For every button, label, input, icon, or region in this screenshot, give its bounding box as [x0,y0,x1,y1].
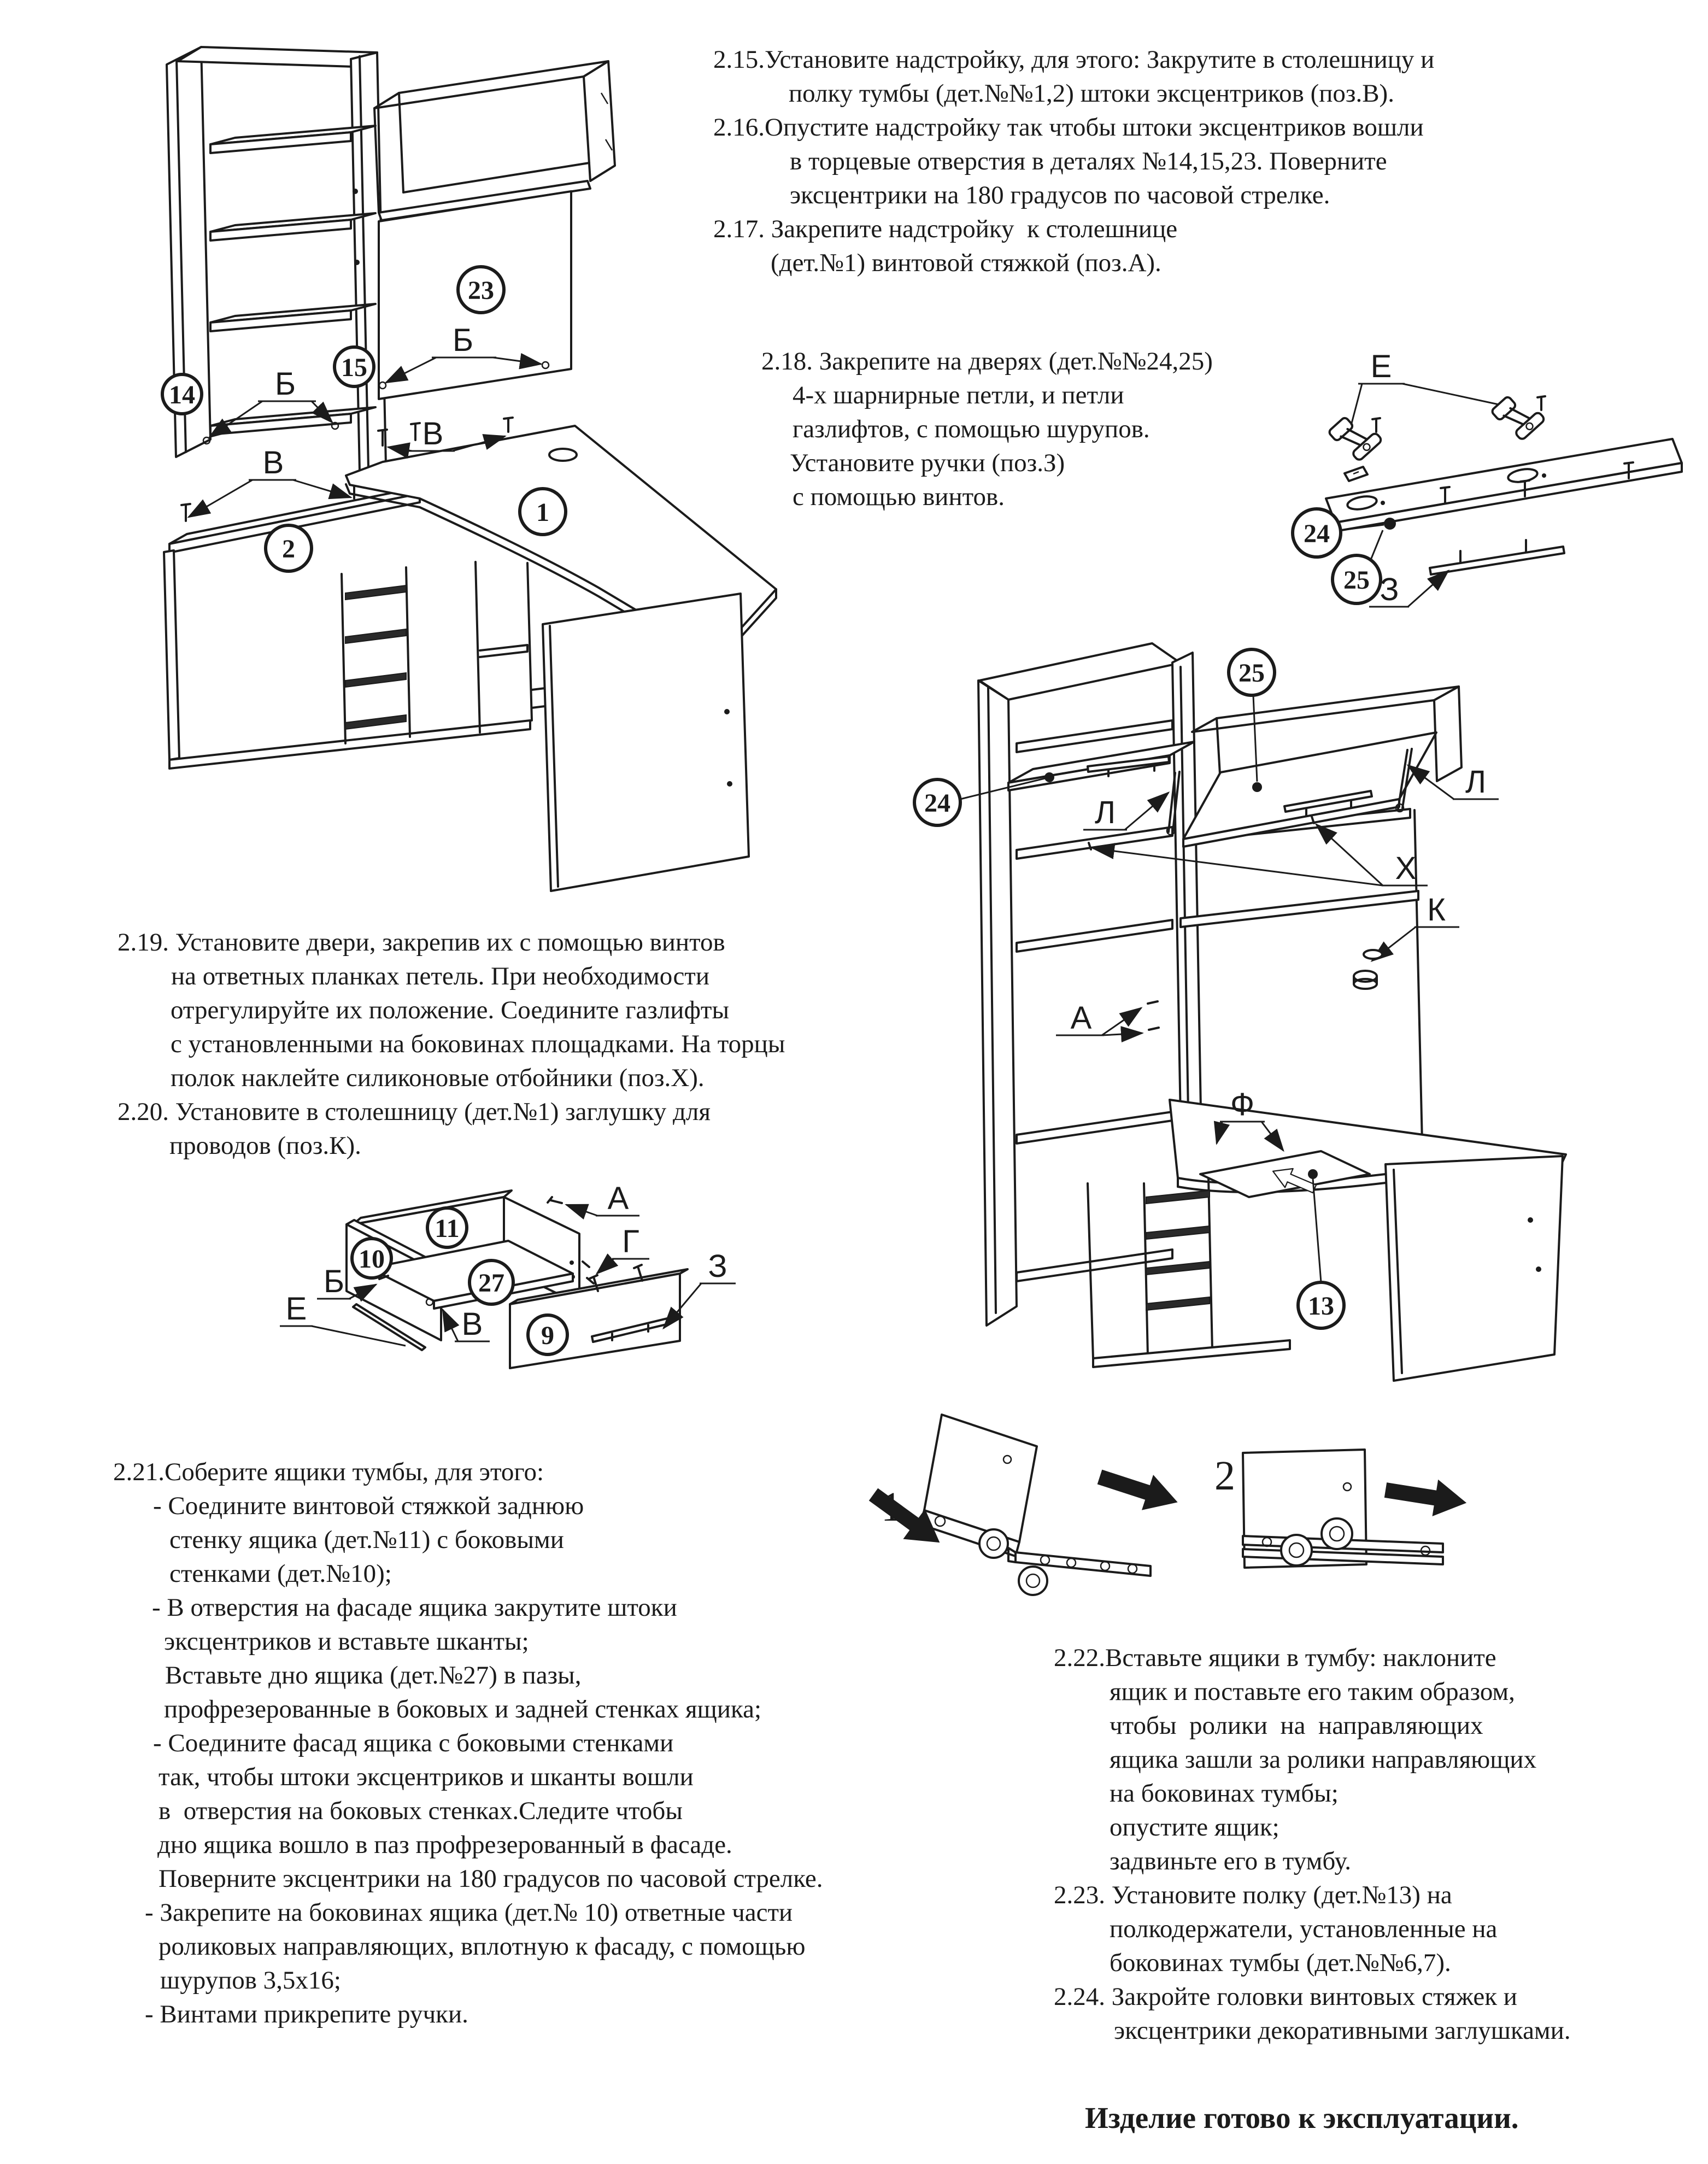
text-line: газлифтов, с помощью шурупов. [793,415,1150,443]
part-2-callout [266,525,312,571]
text-line: полок наклейте силиконовые отбойники (поз.Х). [171,1064,705,1092]
part-15-callout [334,347,374,386]
text-line: 2.19. Установите двери, закрепив их с помощью винтов [118,928,725,957]
step-2-group [1214,1450,1469,1568]
part-9-callout [528,1315,567,1354]
text-line: Поверните эксцентрики на 180 градусов по часовой стрелке. [159,1864,823,1893]
desk-diagram [98,415,825,918]
part-23-label: 23 [468,276,494,305]
text-line: 2.17. Закрепите надстройку к столешнице [713,215,1178,243]
v-right-label: В [422,416,444,451]
b-left-label: Б [274,366,296,402]
text-line: шурупов 3,5х16; [160,1966,341,1995]
text-line: ящика зашли за ролики направляющих [1110,1745,1537,1774]
drawer-assembly-diagram [262,1170,831,1443]
part-27-label: 27 [478,1269,504,1298]
text-line: - В отверстия на фасаде ящика закрутите штоки [152,1593,677,1622]
a-callout [548,1181,639,1216]
step-2-label: 2 [1214,1453,1235,1499]
z-label: З [1380,572,1399,607]
f-label: Ф [1230,1087,1255,1122]
part-24-label: 24 [924,789,950,818]
e-label: Е [1370,349,1392,384]
lower-cabinet [1093,1178,1290,1367]
cabinet-body [164,550,597,769]
x-label: Х [1395,851,1417,886]
v-label: В [461,1306,483,1342]
part-15-label: 15 [341,353,367,382]
text-line: проводов (поз.К). [169,1131,361,1160]
step-2-22-to-2-24-text [1054,1641,1571,2048]
text-line: в отверстия на боковых стенках.Следите чтобы [159,1797,683,1825]
b-label: Б [323,1264,345,1299]
text-line: чтобы ролики на направляющих [1110,1711,1483,1740]
part-10-label: 10 [359,1245,385,1274]
door-handle [1430,540,1564,574]
l-right-label: Л [1465,764,1487,800]
text-line: отрегулируйте их положение. Соедините газлифты [171,996,730,1024]
hinge-plate-small [1345,467,1367,481]
part-23-callout [458,267,504,313]
text-line: на боковинах тумбы; [1110,1779,1339,1808]
step-2-18-text [761,344,1213,514]
hutch-top-box [374,61,615,220]
part-11-label: 11 [435,1214,460,1243]
text-line: ящик и поставьте его таким образом, [1110,1678,1515,1706]
part-13-label: 13 [1308,1292,1334,1321]
text-line: стенками (дет.№10); [169,1559,392,1588]
step-2-21-text [113,1455,823,2031]
part-9-label: 9 [541,1321,554,1350]
product-ready-note: Изделие готово к эксплуатации. [1085,2101,1519,2134]
text-line: опустите ящик; [1110,1813,1279,1842]
text-line: полку тумбы (дет.№№1,2) штоки эксцентриков (поз.В). [789,79,1394,108]
door-hinge-diagram [1246,339,1708,645]
part-27-callout [469,1260,513,1304]
text-line: боковинах тумбы (дет.№№6,7). [1110,1949,1451,1977]
text-line: 4-х шарнирные петли, и петли [793,381,1124,409]
text-line: 2.23. Установите полку (дет.№13) на [1054,1881,1452,1909]
assembled-unit-diagram [907,629,1683,1405]
hutch-tall-unit [167,47,386,471]
text-line: - Соедините винтовой стяжкой заднюю [153,1492,584,1520]
text-line: задвиньте его в тумбу. [1110,1847,1352,1875]
text-line: профрезерованные в боковых и задней стенках ящика; [164,1695,762,1723]
e-label: Е [285,1291,307,1327]
hinge-right [1491,388,1546,443]
right-side-panel [1386,1156,1563,1381]
part-1-callout [520,489,566,535]
a-label: А [1070,1000,1092,1036]
part-14-callout [162,374,202,414]
b-right-label: Б [452,322,474,358]
l-left-label: Л [1094,795,1116,830]
text-line: роликовых направляющих, вплотную к фасаду, с помощью [159,1932,806,1961]
text-line: - Винтами прикрепите ручки. [145,2000,468,2028]
part-1-label: 1 [536,498,549,527]
g-label: Г [622,1224,639,1259]
slide-steps-diagram [853,1388,1574,1645]
part-13-callout [1298,1282,1344,1328]
text-line: с установленными на боковинах площадками. На торцы [171,1030,785,1058]
text-line: 2.21.Соберите ящики тумбы, для этого: [113,1458,544,1486]
text-line: дно ящика вошло в паз профрезерованный в фасаде. [157,1831,732,1859]
k-label: К [1427,892,1446,928]
text-line: стенку ящика (дет.№11) с боковыми [169,1526,564,1554]
text-line: на ответных планках петель. При необходимости [171,962,710,990]
text-line: - Соедините фасад ящика с боковыми стенками [153,1729,674,1757]
text-line: в торцевые отверстия в деталях №14,15,23. Поверните [790,147,1387,175]
l-left-callout [1083,793,1169,830]
part-14-label: 14 [169,380,195,409]
z-label: З [708,1248,727,1284]
part-10-callout [352,1239,391,1278]
part-11-callout [427,1208,467,1247]
part-2-label: 2 [282,535,295,564]
pullout-shelf-13 [1200,1151,1370,1282]
v-left-label: В [262,445,284,480]
text-line: полкодержатели, установленные на [1110,1915,1498,1943]
text-line: (дет.№1) винтовой стяжкой (поз.А). [771,249,1161,277]
step-2-19-to-2-20-text [118,925,785,1163]
text-line: с помощью винтов. [793,483,1005,511]
step-1-group [862,1415,1183,1595]
desk-right-panel [543,594,749,891]
text-line: 2.22.Вставьте ящики в тумбу: наклоните [1054,1644,1496,1672]
a-callout [1056,1000,1159,1036]
text-line: 2.18. Закрепите на дверях (дет.№№24,25) [761,347,1213,376]
k-callout [1354,892,1459,989]
door-panel [1326,439,1682,531]
part-25-label: 25 [1343,566,1370,595]
text-line: эксцентрики на 180 градусов по часовой стрелке. [790,181,1330,209]
a-label: А [607,1181,629,1216]
step-2-15-to-2-17-text [713,43,1434,280]
flip-door-25 [1183,732,1436,847]
text-line: так, чтобы штоки эксцентриков и шканты вошли [159,1763,694,1791]
text-line: эксцентрики декоративными заглушками. [1114,2016,1571,2045]
text-line: Вставьте дно ящика (дет.№27) в пазы, [165,1661,582,1690]
hinge-left [1328,408,1383,464]
text-line: 2.24. Закройте головки винтовых стяжек и [1054,1983,1517,2011]
text-line: Установите ручки (поз.З) [790,449,1065,477]
text-line: 2.20. Установите в столешницу (дет.№1) заглушку для [118,1098,711,1126]
text-line: 2.15.Установите надстройку, для этого: Закрутите в столешницу и [713,45,1435,74]
part-25-label: 25 [1239,659,1265,688]
part-24-label: 24 [1304,519,1330,548]
text-line: 2.16.Опустите надстройку так чтобы штоки эксцентриков вошли [713,113,1424,142]
text-line: - Закрепите на боковинах ящика (дет.№ 10) ответные части [145,1898,793,1927]
text-line: эксцентриков и вставьте шканты; [164,1627,529,1656]
z-callout [1369,571,1448,607]
e-callout [1351,349,1499,425]
v-callout [443,1306,490,1342]
